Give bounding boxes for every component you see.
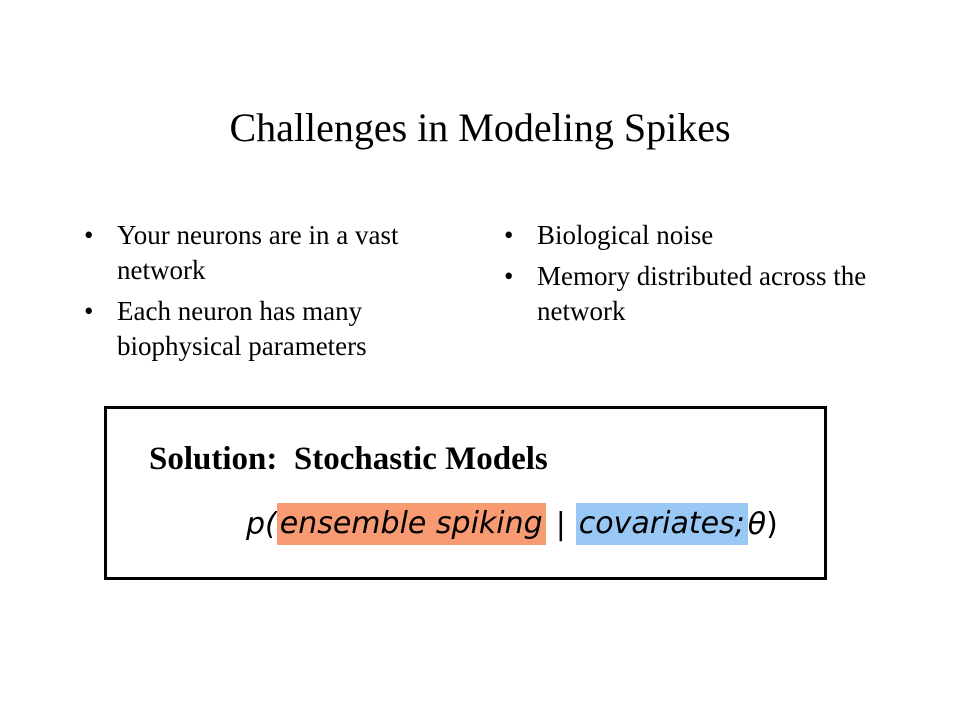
bullet-text: Biological noise	[537, 220, 714, 250]
bullet-text: Your neurons are in a vast network	[117, 220, 399, 285]
bullet-icon: •	[504, 220, 514, 250]
formula-suffix: )	[766, 506, 778, 542]
formula-prefix: p(	[246, 506, 277, 542]
solution-heading: Solution: Stochastic Models	[149, 441, 548, 477]
covariates-highlight: covariates;	[576, 503, 748, 545]
solution-box	[104, 406, 827, 580]
formula-param: θ	[747, 506, 767, 542]
bullet-item	[84, 218, 464, 288]
bullet-item	[504, 259, 894, 329]
bullet-icon: •	[84, 296, 94, 326]
probability-formula	[246, 502, 778, 546]
left-bullet-list	[84, 218, 464, 370]
formula-separator: |	[555, 506, 566, 542]
bullet-icon: •	[84, 220, 94, 250]
bullet-item	[84, 294, 464, 364]
bullet-text: Memory distributed across the network	[537, 261, 867, 326]
slide-title: Challenges in Modeling Spikes	[229, 105, 731, 150]
bullet-icon: •	[504, 261, 514, 291]
right-bullet-list	[504, 218, 894, 335]
bullet-text: Each neuron has many biophysical parameters	[117, 296, 367, 361]
ensemble-spiking-highlight: ensemble spiking	[277, 503, 546, 545]
bullet-item	[504, 218, 894, 253]
